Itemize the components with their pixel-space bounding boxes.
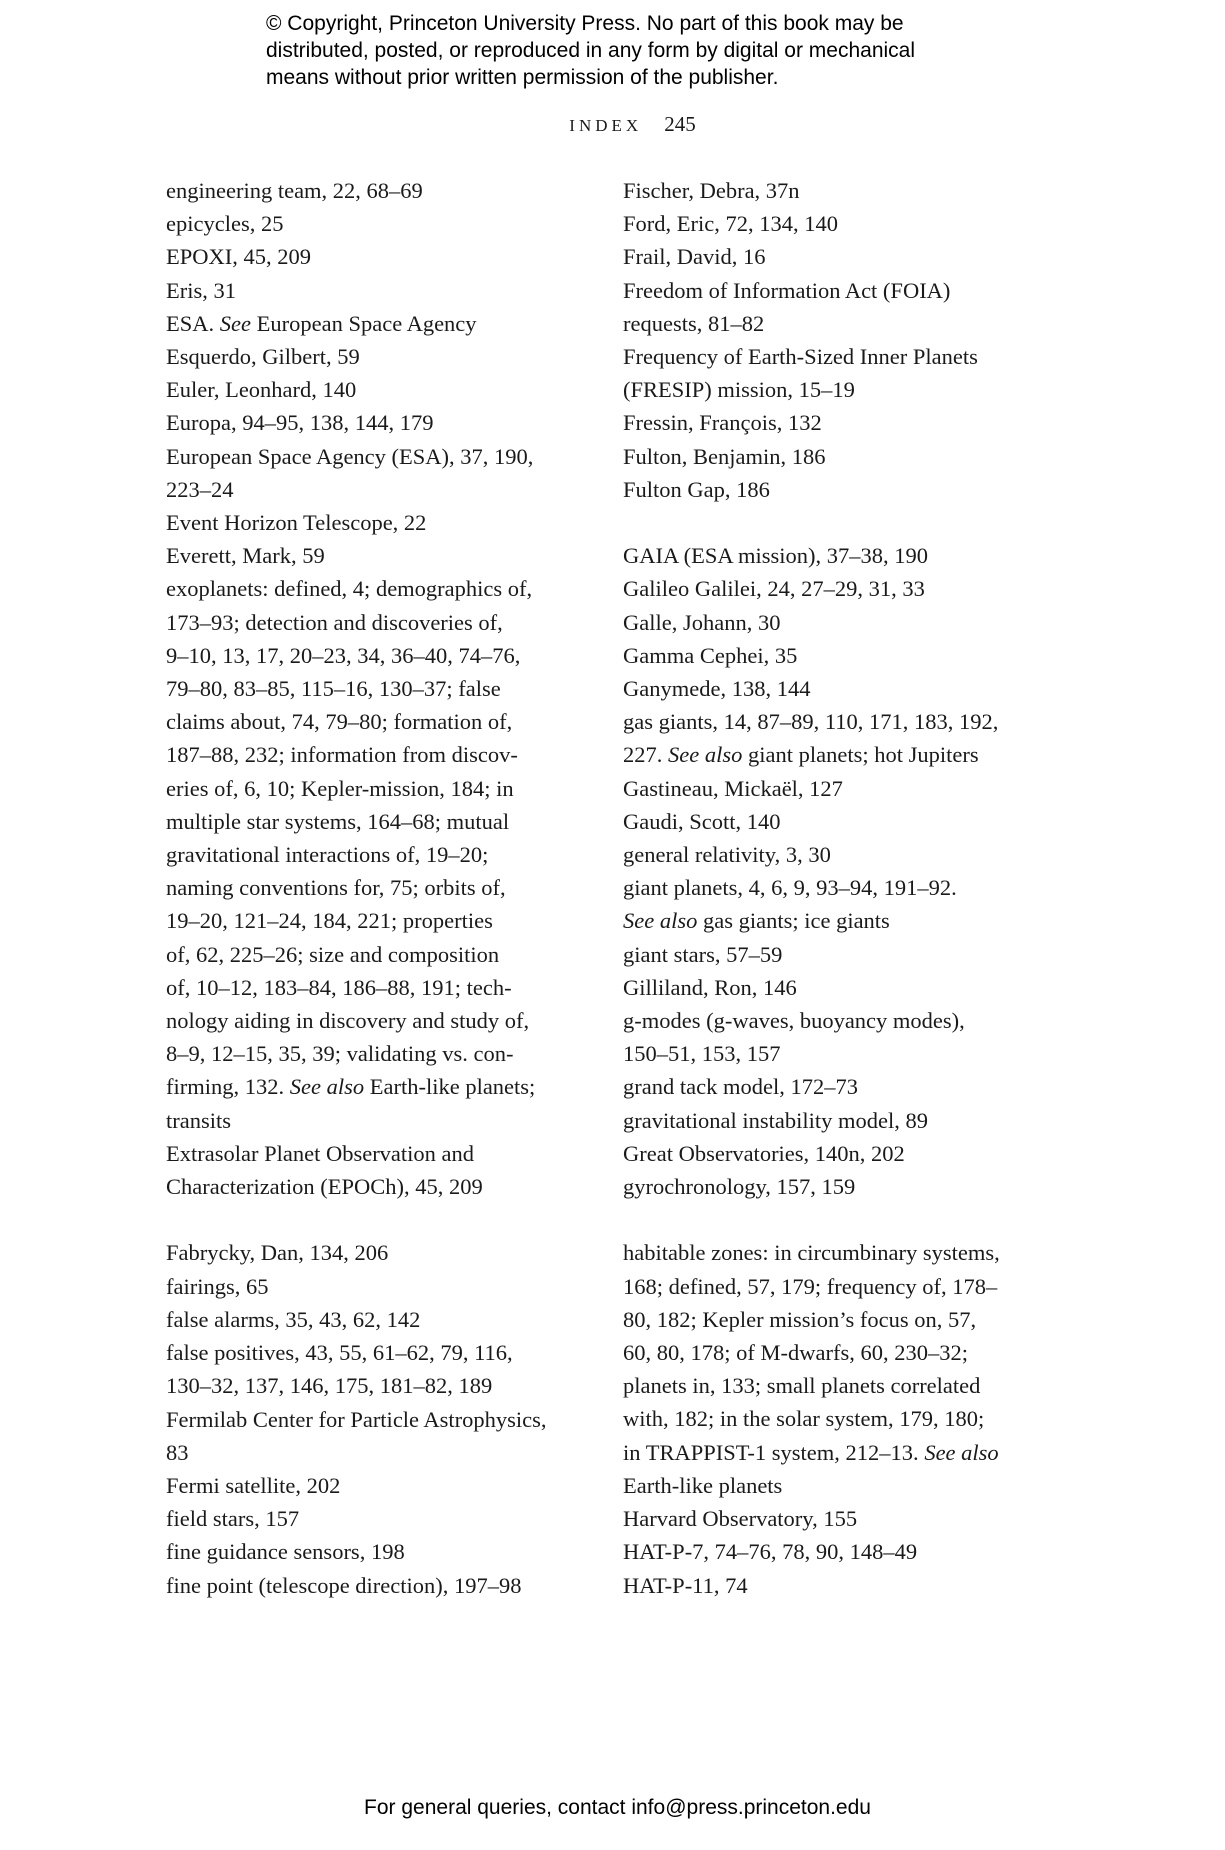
index-entry <box>623 340 1083 406</box>
index-entry-line <box>166 1336 626 1369</box>
index-column-left <box>166 174 626 1602</box>
entry-text: fine guidance sensors, 198 <box>166 1539 405 1565</box>
entry-text: Gastineau, Mickaël, 127 <box>623 775 843 801</box>
index-entry-line <box>623 1137 1083 1170</box>
index-entry-line <box>166 672 626 705</box>
index-entry <box>623 639 1083 672</box>
index-entry-line <box>166 1104 626 1137</box>
entry-text: Fulton, Benjamin, 186 <box>623 443 826 469</box>
index-entry-line <box>166 971 626 1004</box>
entry-text: gas giants; ice giants <box>697 908 890 934</box>
index-entry-line <box>166 1303 626 1336</box>
cross-reference-label: See <box>219 310 251 336</box>
entry-text: Gamma Cephei, 35 <box>623 642 798 668</box>
letter-group-gap <box>623 506 1083 539</box>
index-entry <box>623 971 1083 1004</box>
index-entry <box>166 1336 626 1402</box>
index-entry <box>166 1502 626 1535</box>
entry-text: Esquerdo, Gilbert, 59 <box>166 344 360 370</box>
index-entry <box>623 805 1083 838</box>
index-entry <box>166 1270 626 1303</box>
entry-text: Great Observatories, 140n, 202 <box>623 1140 905 1166</box>
entry-text: Freedom of Information Act (FOIA) <box>623 277 951 303</box>
index-entry-line <box>166 871 626 904</box>
index-entry-line <box>623 871 1083 904</box>
letter-group-gap <box>166 1203 626 1236</box>
entry-text: Earth-like planets <box>623 1472 783 1498</box>
index-entry <box>623 1104 1083 1137</box>
entry-text: Gaudi, Scott, 140 <box>623 808 781 834</box>
entry-text: 79–80, 83–85, 115–16, 130–37; false <box>166 676 501 702</box>
index-entry-line <box>166 307 626 340</box>
entry-text: Ganymede, 138, 144 <box>623 676 811 702</box>
entry-text: planets in, 133; small planets correlated <box>623 1373 981 1399</box>
index-entry-line <box>623 440 1083 473</box>
index-entry-line <box>166 904 626 937</box>
index-entry <box>166 572 626 1136</box>
index-entry-line <box>166 207 626 240</box>
entry-text: firming, 132. <box>166 1074 290 1100</box>
index-entry-line <box>623 1436 1083 1469</box>
index-entry-line <box>166 240 626 273</box>
entry-text: 187–88, 232; information from discov- <box>166 742 518 768</box>
index-entry-line <box>166 938 626 971</box>
index-entry-line <box>166 473 626 506</box>
entry-text: 9–10, 13, 17, 20–23, 34, 36–40, 74–76, <box>166 642 521 668</box>
index-entry-line <box>166 274 626 307</box>
index-entry-line <box>623 406 1083 439</box>
index-entry-line <box>623 539 1083 572</box>
entry-text: eries of, 6, 10; Kepler-mission, 184; in <box>166 775 514 801</box>
index-entry-line <box>623 373 1083 406</box>
entry-text: Fressin, François, 132 <box>623 410 822 436</box>
index-entry <box>623 440 1083 473</box>
index-entry-line <box>623 805 1083 838</box>
index-entry-line <box>166 1569 626 1602</box>
index-entry-line <box>623 1037 1083 1070</box>
entry-text: GAIA (ESA mission), 37–38, 190 <box>623 543 929 569</box>
index-entry-line <box>166 705 626 738</box>
entry-text: 168; defined, 57, 179; frequency of, 178– <box>623 1273 998 1299</box>
index-entry-line <box>166 506 626 539</box>
index-entry <box>166 307 626 340</box>
entry-text: Europa, 94–95, 138, 144, 179 <box>166 410 434 436</box>
index-entry-line <box>166 772 626 805</box>
entry-text: European Space Agency <box>251 310 477 336</box>
index-entry-line <box>623 705 1083 738</box>
entry-text: (FRESIP) mission, 15–19 <box>623 377 855 403</box>
entry-text: gas giants, 14, 87–89, 110, 171, 183, 192, <box>623 709 999 735</box>
index-entry <box>166 1535 626 1568</box>
index-entry-line <box>623 174 1083 207</box>
entry-text: claims about, 74, 79–80; formation of, <box>166 709 513 735</box>
entry-text: Eris, 31 <box>166 277 236 303</box>
index-entry <box>166 274 626 307</box>
index-entry <box>623 174 1083 207</box>
index-entry-line <box>623 1402 1083 1435</box>
index-entry <box>623 539 1083 572</box>
index-entry <box>623 871 1083 937</box>
index-entry-line <box>623 904 1083 937</box>
entry-text: Characterization (EPOCh), 45, 209 <box>166 1174 483 1200</box>
entry-text: 80, 182; Kepler mission’s focus on, 57, <box>623 1306 977 1332</box>
index-entry-line <box>623 672 1083 705</box>
index-entry <box>623 473 1083 506</box>
entry-text: of, 62, 225–26; size and composition <box>166 941 500 967</box>
entry-text: engineering team, 22, 68–69 <box>166 178 423 203</box>
entry-text: Fabrycky, Dan, 134, 206 <box>166 1240 389 1266</box>
entry-text: fine point (telescope direction), 197–98 <box>166 1572 522 1598</box>
index-entry <box>623 1170 1083 1203</box>
entry-text: epicycles, 25 <box>166 211 284 237</box>
index-entry-line <box>166 406 626 439</box>
cross-reference-label: See also <box>289 1074 365 1100</box>
index-entry-line <box>166 1270 626 1303</box>
index-entry <box>166 1236 626 1269</box>
cross-reference-label: See also <box>668 742 743 768</box>
index-entry-line <box>623 1070 1083 1103</box>
entry-text: grand tack model, 172–73 <box>623 1074 858 1100</box>
index-entry-line <box>623 572 1083 605</box>
index-entry-line <box>166 373 626 406</box>
index-entry <box>623 1502 1083 1535</box>
index-entry-line <box>166 639 626 672</box>
index-entry <box>166 506 626 539</box>
entry-text: 223–24 <box>166 476 234 502</box>
entry-text: 227. <box>623 742 668 768</box>
entry-text: gravitational interactions of, 19–20; <box>166 842 489 868</box>
index-entry <box>623 406 1083 439</box>
index-entry-line <box>623 473 1083 506</box>
index-entry-line <box>623 1369 1083 1402</box>
entry-text: 8–9, 12–15, 35, 39; validating vs. con- <box>166 1041 514 1067</box>
entry-text: Fulton Gap, 186 <box>623 476 770 502</box>
index-entry <box>623 606 1083 639</box>
index-entry <box>623 240 1083 273</box>
index-entry-line <box>166 1070 626 1103</box>
index-entry <box>166 207 626 240</box>
index-entry <box>166 406 626 439</box>
entry-text: 19–20, 121–24, 184, 221; properties <box>166 908 493 934</box>
index-column-right <box>623 174 1083 1602</box>
copyright-line: means without prior written permission of the publisher. <box>266 66 779 89</box>
entry-text: Extrasolar Planet Observation and <box>166 1140 475 1166</box>
index-entry-line <box>166 539 626 572</box>
entry-text: exoplanets: defined, 4; demographics of, <box>166 576 533 602</box>
entry-text: Euler, Leonhard, 140 <box>166 377 357 403</box>
entry-text: Galileo Galilei, 24, 27–29, 31, 33 <box>623 576 925 602</box>
index-entry-line <box>166 1369 626 1402</box>
index-entry <box>623 772 1083 805</box>
index-entry-line <box>623 606 1083 639</box>
running-head <box>0 110 1225 140</box>
index-entry-line <box>623 1004 1083 1037</box>
entry-text: habitable zones: in circumbinary systems, <box>623 1240 1000 1266</box>
entry-text: field stars, 157 <box>166 1506 300 1532</box>
index-entry <box>166 1303 626 1336</box>
index-entry <box>623 705 1083 771</box>
index-entry-line <box>623 1303 1083 1336</box>
index-entry <box>623 938 1083 971</box>
entry-text: Galle, Johann, 30 <box>623 609 781 635</box>
index-entry <box>166 340 626 373</box>
index-entry <box>166 1469 626 1502</box>
index-entry <box>623 1070 1083 1103</box>
entry-text: Frail, David, 16 <box>623 244 766 270</box>
index-entry-line <box>623 1170 1083 1203</box>
index-entry-line <box>166 738 626 771</box>
index-entry-line <box>166 1037 626 1070</box>
index-entry <box>623 1137 1083 1170</box>
index-entry-line <box>166 838 626 871</box>
entry-text: false positives, 43, 55, 61–62, 79, 116, <box>166 1340 513 1366</box>
entry-text: Frequency of Earth-Sized Inner Planets <box>623 344 978 370</box>
footer-contact: For general queries, contact info@press.princeton.edu <box>364 1796 871 1819</box>
entry-text: giant stars, 57–59 <box>623 941 783 967</box>
entry-text: gravitational instability model, 89 <box>623 1107 928 1133</box>
index-entry-line <box>623 938 1083 971</box>
copyright-line: distributed, posted, or reproduced in any form by digital or mechanical <box>266 39 916 62</box>
page-number: 245 <box>664 112 696 136</box>
index-entry-line <box>623 340 1083 373</box>
index-entry-line <box>623 1535 1083 1568</box>
index-entry-line <box>166 606 626 639</box>
entry-text: in TRAPPIST-1 system, 212–13. <box>623 1439 925 1465</box>
index-entry-line <box>166 1004 626 1037</box>
entry-text: giant planets, 4, 6, 9, 93–94, 191–92. <box>623 875 957 901</box>
index-entry <box>623 1569 1083 1602</box>
index-entry-line <box>166 1502 626 1535</box>
entry-text: HAT-P-7, 74–76, 78, 90, 148–49 <box>623 1539 918 1565</box>
entry-text: g-modes (g-waves, buoyancy modes), <box>623 1008 965 1034</box>
index-entry-line <box>623 772 1083 805</box>
index-entry-line <box>166 1403 626 1436</box>
index-entry-line <box>166 440 626 473</box>
letter-group-gap <box>623 1203 1083 1236</box>
index-entry-line <box>623 1502 1083 1535</box>
index-entry <box>623 207 1083 240</box>
index-entry <box>166 1403 626 1469</box>
index-entry-line <box>623 1569 1083 1602</box>
index-entry <box>623 274 1083 340</box>
index-entry <box>166 440 626 506</box>
entry-text: Everett, Mark, 59 <box>166 543 325 569</box>
entry-text: with, 182; in the solar system, 179, 180; <box>623 1406 985 1432</box>
index-entry-line <box>623 307 1083 340</box>
index-entry-line <box>623 639 1083 672</box>
index-entry-line <box>166 1469 626 1502</box>
entry-text: Event Horizon Telescope, 22 <box>166 510 427 536</box>
entry-text: naming conventions for, 75; orbits of, <box>166 875 506 901</box>
entry-text: Fermilab Center for Particle Astrophysics, <box>166 1406 547 1432</box>
index-entry <box>166 1137 626 1203</box>
index-entry <box>623 672 1083 705</box>
entry-text: HAT-P-11, 74 <box>623 1572 748 1598</box>
index-entry-line <box>623 1469 1083 1502</box>
entry-text: Ford, Eric, 72, 134, 140 <box>623 211 838 237</box>
index-entry-line <box>623 971 1083 1004</box>
index-entry-line <box>166 1137 626 1170</box>
entry-text: giant planets; hot Jupiters <box>742 742 979 768</box>
index-entry <box>623 1535 1083 1568</box>
index-entry-line <box>623 738 1083 771</box>
entry-text: ESA. <box>166 310 220 336</box>
index-entry <box>623 1236 1083 1502</box>
entry-text: multiple star systems, 164–68; mutual <box>166 808 510 834</box>
entry-text: false alarms, 35, 43, 62, 142 <box>166 1306 421 1332</box>
index-entry <box>623 1004 1083 1070</box>
entry-text: Fermi satellite, 202 <box>166 1472 341 1498</box>
index-entry-line <box>166 1436 626 1469</box>
index-entry <box>623 838 1083 871</box>
index-entry-line <box>166 1236 626 1269</box>
index-entry <box>166 174 626 207</box>
index-entry-line <box>623 1270 1083 1303</box>
index-entry-line <box>623 1104 1083 1137</box>
entry-text: Earth-like planets; <box>364 1074 536 1100</box>
entry-text: general relativity, 3, 30 <box>623 842 831 868</box>
index-entry-line <box>166 174 626 207</box>
entry-text: gyrochronology, 157, 159 <box>623 1174 856 1200</box>
entry-text: EPOXI, 45, 209 <box>166 244 311 270</box>
entry-text: fairings, 65 <box>166 1273 269 1299</box>
entry-text: 83 <box>166 1439 189 1465</box>
section-label: INDEX <box>569 116 643 135</box>
entry-text: European Space Agency (ESA), 37, 190, <box>166 443 534 469</box>
index-entry-line <box>623 1236 1083 1269</box>
index-entry <box>166 1569 626 1602</box>
index-entry-line <box>166 805 626 838</box>
entry-text: of, 10–12, 183–84, 186–88, 191; tech- <box>166 974 512 1000</box>
entry-text: 60, 80, 178; of M-dwarfs, 60, 230–32; <box>623 1340 968 1366</box>
index-entry <box>623 572 1083 605</box>
entry-text: requests, 81–82 <box>623 310 765 336</box>
index-entry <box>166 539 626 572</box>
index-entry <box>166 240 626 273</box>
copyright-line: © Copyright, Princeton University Press. No part of this book may be <box>266 12 904 35</box>
entry-text: Harvard Observatory, 155 <box>623 1506 858 1532</box>
index-entry-line <box>166 340 626 373</box>
index-entry-line <box>623 838 1083 871</box>
entry-text: nology aiding in discovery and study of, <box>166 1008 530 1034</box>
copyright-notice <box>266 10 1026 91</box>
index-entry-line <box>166 572 626 605</box>
index-entry-line <box>623 207 1083 240</box>
entry-text: Fischer, Debra, 37n <box>623 178 800 203</box>
index-entry-line <box>623 274 1083 307</box>
entry-text: 173–93; detection and discoveries of, <box>166 609 503 635</box>
index-entry-line <box>166 1535 626 1568</box>
index-entry-line <box>623 1336 1083 1369</box>
entry-text: 150–51, 153, 157 <box>623 1041 781 1067</box>
entry-text: 130–32, 137, 146, 175, 181–82, 189 <box>166 1373 493 1399</box>
cross-reference-label: See also <box>623 908 698 934</box>
index-entry <box>166 373 626 406</box>
cross-reference-label: See also <box>924 1439 999 1465</box>
index-entry-line <box>623 240 1083 273</box>
entry-text: Gilliland, Ron, 146 <box>623 974 797 1000</box>
index-entry-line <box>166 1170 626 1203</box>
entry-text: transits <box>166 1107 231 1133</box>
